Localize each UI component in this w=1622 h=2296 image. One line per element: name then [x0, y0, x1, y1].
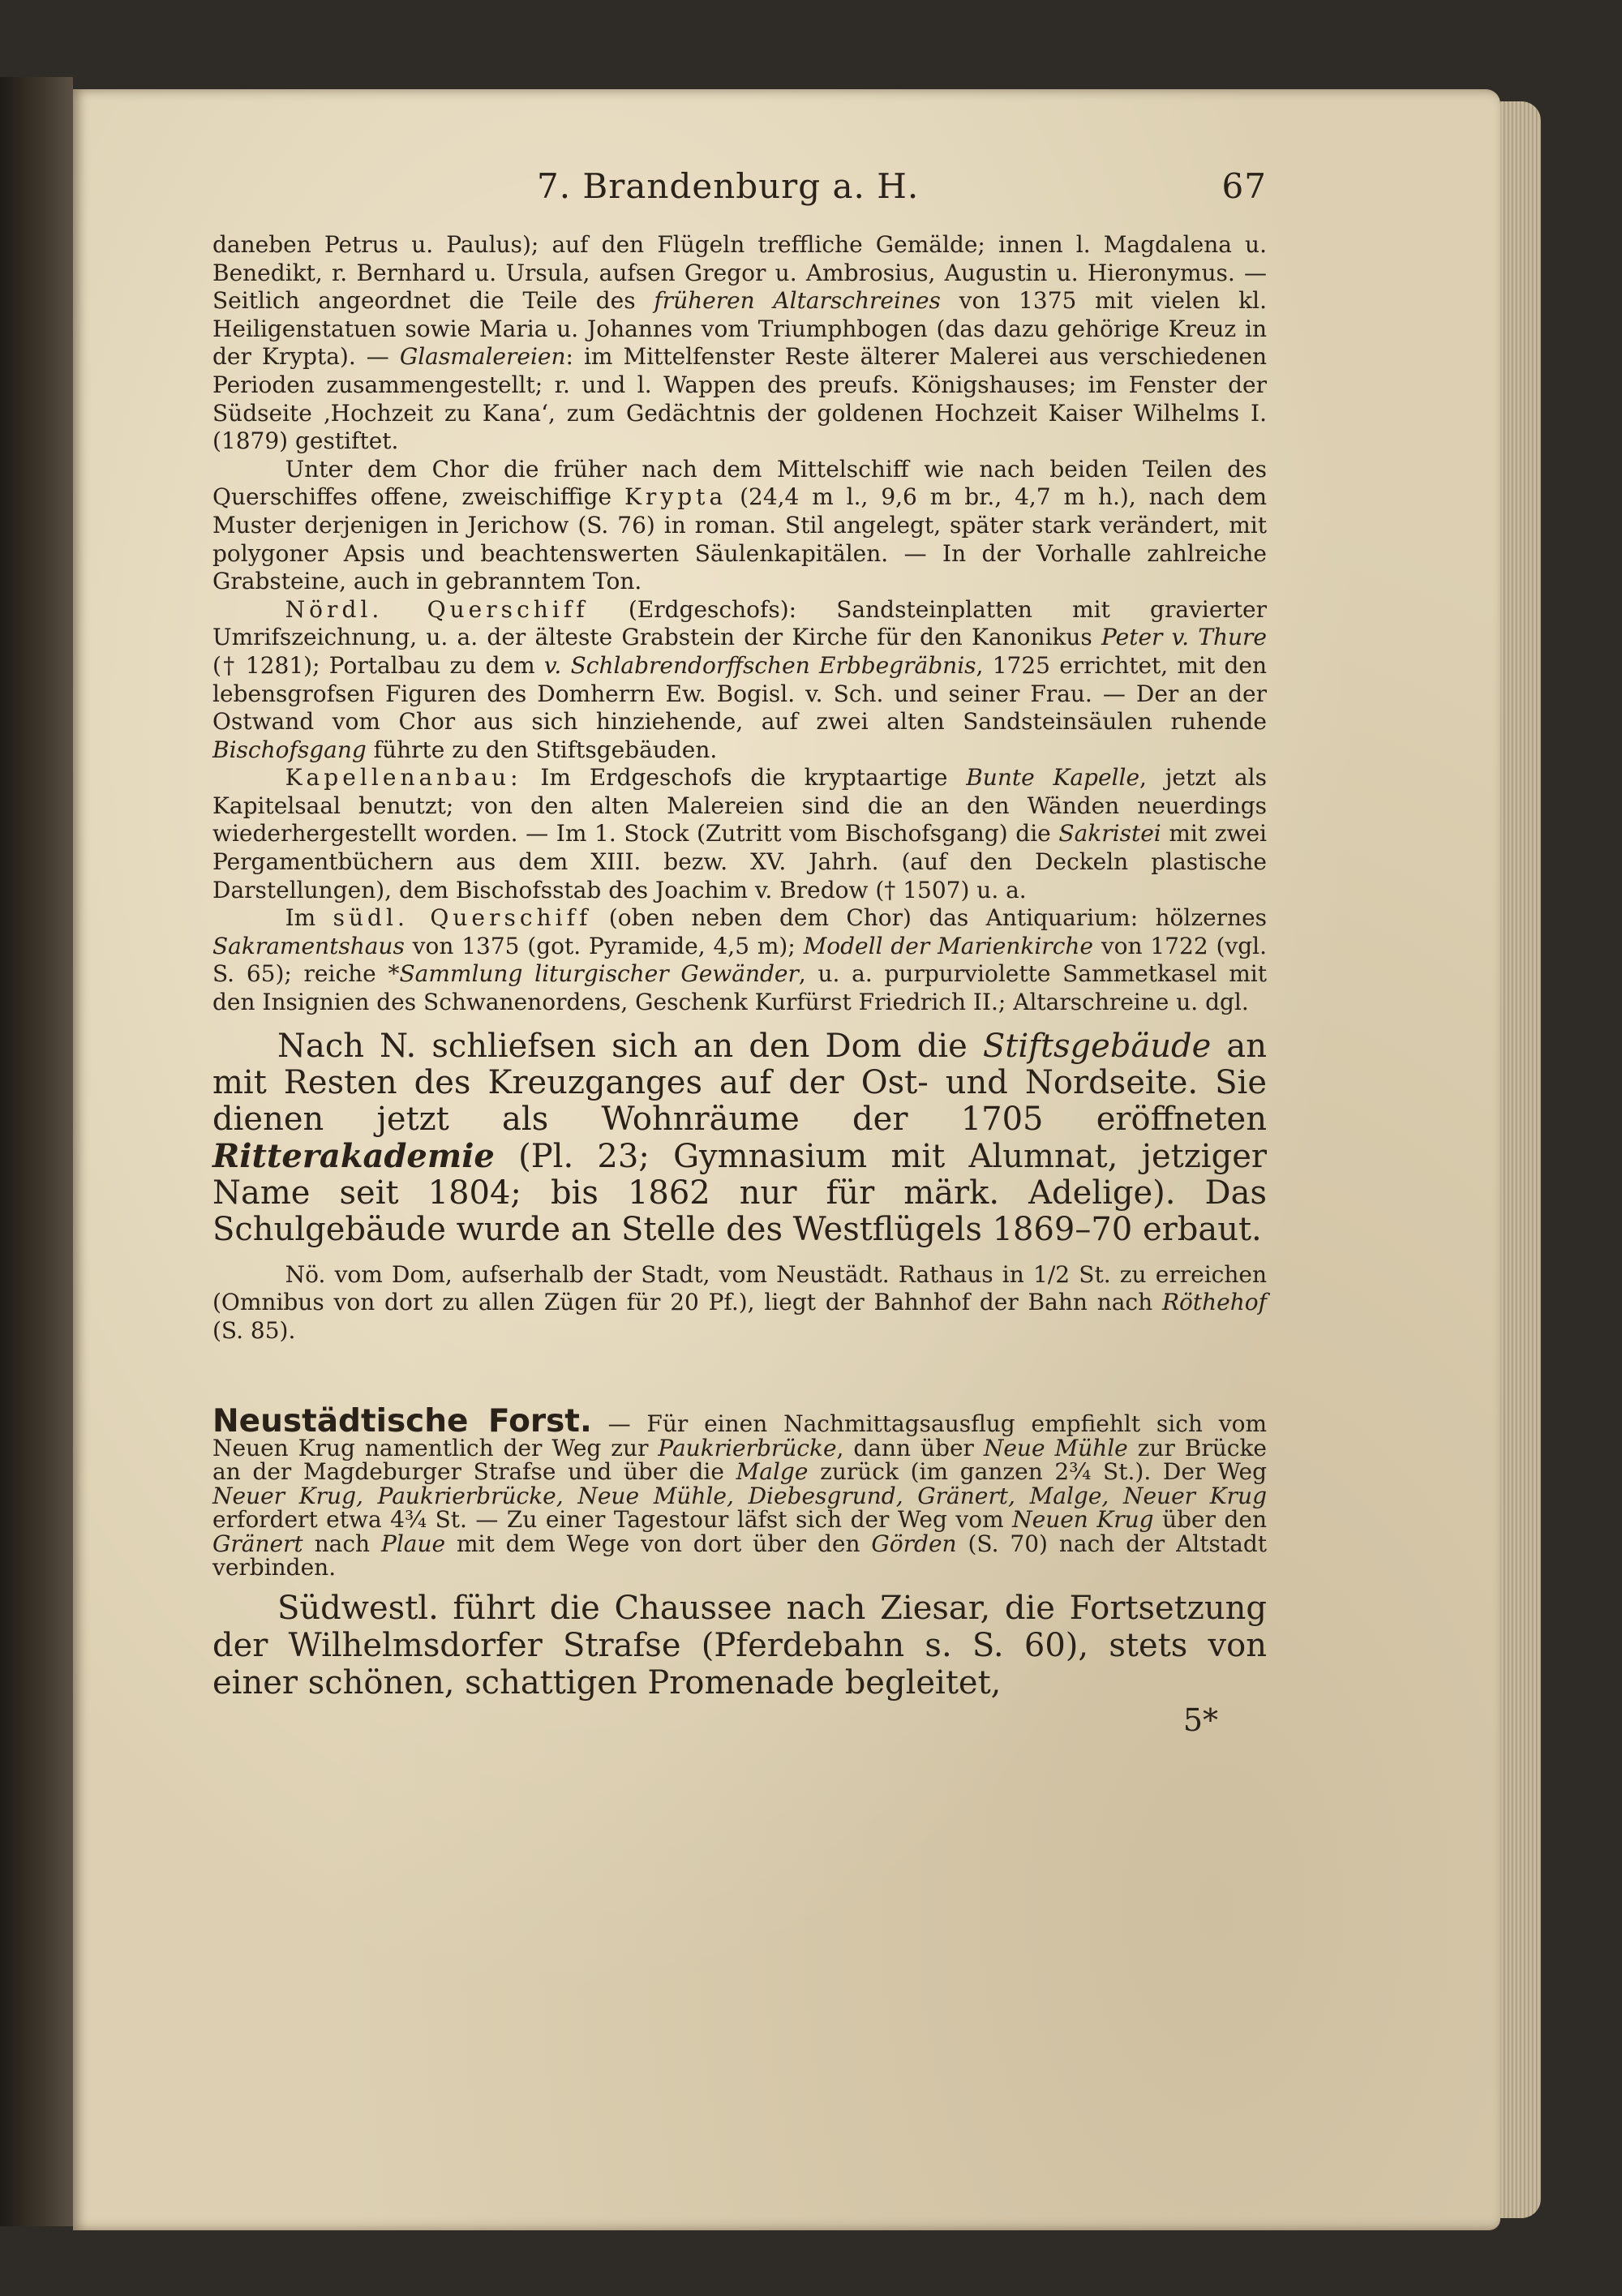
book-spine [0, 77, 73, 2226]
page-number: 67 [1221, 166, 1267, 206]
paragraph-krypta: Unter dem Chor die früher nach dem Mittelschiff wie nach beiden Teilen des Querschiffes offene, zweischiffige Krypta (24,4 m l., 9,6 m br., 4,7 m h.), nach dem Muster derjenigen in Jerichow (S. 76) in roman. Stil angelegt, später stark verändert, mit polygoner Apsis und beachtenswerten Säulenkapitälen. — In der Vorhalle zahlreiche Grabsteine, auch in gebranntem Ton. [212, 455, 1268, 595]
paragraph-stiftsgebaeude: Nach N. schliefsen sich an den Dom die Stiftsgebäude an mit Resten des Kreuzganges auf der Ost- und Nordseite. Sie dienen jetzt als Wohnräume der 1705 eröffneten Ritterakademie (Pl. 23; Gymnasium mit Alumnat, jetziger Name seit 1804; bis 1862 nur für märk. Adelige). Das Schulgebäude wurde an Stelle des Westflügels 1869–70 erbaut. [212, 1027, 1268, 1248]
paragraph-south-transept: Im südl. Querschiff (oben neben dem Chor) das Antiquarium: hölzernes Sakramentshaus von 1375 (got. Pyramide, 4,5 m); Modell der Marienkirche von 1722 (vgl. S. 65); reiche *Sammlung liturgischer Gewänder, u. a. purpurviolette Sammetkasel mit den Insignien des Schwanenordens, Geschenk Kurfürst Friedrich II.; Altarschreine u. dgl. [212, 904, 1268, 1016]
paragraph-north-transept: Nördl. Querschiff (Erdgeschofs): Sandsteinplatten mit gravierter Umrifszeichnung, u. a. der älteste Grabstein der Kirche für den Kanonikus Peter v. Thure († 1281); Portalbau zu dem v. Schlabrendorffschen Erbbegräbnis, 1725 errichtet, mit den lebensgrofsen Figuren des Domherrn Ew. Bogisl. v. Sch. und seiner Frau. — Der an der Ostwand vom Chor aus sich hinziehende, auf zwei alten Sandsteinsäulen ruhende Bischofsgang führte zu den Stiftsgebäuden. [212, 595, 1268, 763]
paragraph-altar: daneben Petrus u. Paulus); auf den Flügeln treffliche Gemälde; innen l. Magdalena u. Benedikt, r. Bernhard u. Ursula, aufsen Gregor u. Ambrosius, Augustin u. Hieronymus. — Seitlich angeordnet die Teile des früheren Altarschreines von 1375 mit vielen kl. Heiligenstatuen sowie Maria u. Johannes vom Triumphbogen (das dazu gehörige Kreuz in der Krypta). — Glasmalereien: im Mittelfenster Reste älterer Malerei aus verschiedenen Perioden zusammengestellt; r. und l. Wappen des preufs. Königshauses; im Fenster der Südseite ‚Hochzeit zu Kana‘, zum Gedächtnis der goldenen Hochzeit Kaiser Wilhelms I. (1879) gestiftet. [212, 231, 1267, 455]
paragraph-bahnhof: Nö. vom Dom, aufserhalb der Stadt, vom Neustädt. Rathaus in 1/2 St. zu erreichen (Omnibus von dort zu allen Zügen für 20 Pf.), liegt der Bahnhof der Bahn nach Röthehof (S. 85). [212, 1260, 1267, 1344]
header-title: 7. Brandenburg a. H. [537, 166, 920, 206]
running-header [212, 166, 1267, 215]
signature-mark: 5* [1182, 1702, 1218, 1738]
paragraph-neustaedtische-forst: Neustädtische Forst. — Für einen Nachmittagsausflug empfiehlt sich vom Neuen Krug namentlich der Weg zur Paukrierbrücke, dann über Neue Mühle zur Brücke an der Magdeburger Strafse und über die Malge zurück (im ganzen 2¾ St.). Der Weg Neuer Krug, Paukrierbrücke, Neue Mühle, Diebesgrund, Gränert, Malge, Neuer Krug erfordert etwa 4¾ St. — Zu einer Tagestour läfst sich der Weg vom Neuen Krug über den Gränert nach Plaue mit dem Wege von dort über den Görden (S. 70) nach der Altstadt verbinden. [212, 1403, 1268, 1581]
page-edges [1500, 101, 1541, 2218]
paragraph-chaussee: Südwestl. führt die Chaussee nach Ziesar, die Fortsetzung der Wilhelmsdorfer Strafse (Pferdebahn s. S. 60), stets von einer schönen, schattigen Promenade begleitet, [212, 1589, 1267, 1702]
page-content [212, 166, 1267, 1739]
section-heading: Neustädtische Forst. [212, 1403, 592, 1440]
paragraph-chapel: Kapellenanbau: Im Erdgeschofs die kryptaartige Bunte Kapelle, jetzt als Kapitelsaal benutzt; von den alten Malereien sind die an den Wänden neuerdings wiederhergestellt worden. — Im 1. Stock (Zutritt vom Bischofsgang) die Sakristei mit zwei Pergamentbüchern aus dem XIII. bezw. XV. Jahrh. (auf den Deckeln plastische Darstellungen), dem Bischofsstab des Joachim v. Bredow († 1507) u. a. [212, 764, 1268, 903]
